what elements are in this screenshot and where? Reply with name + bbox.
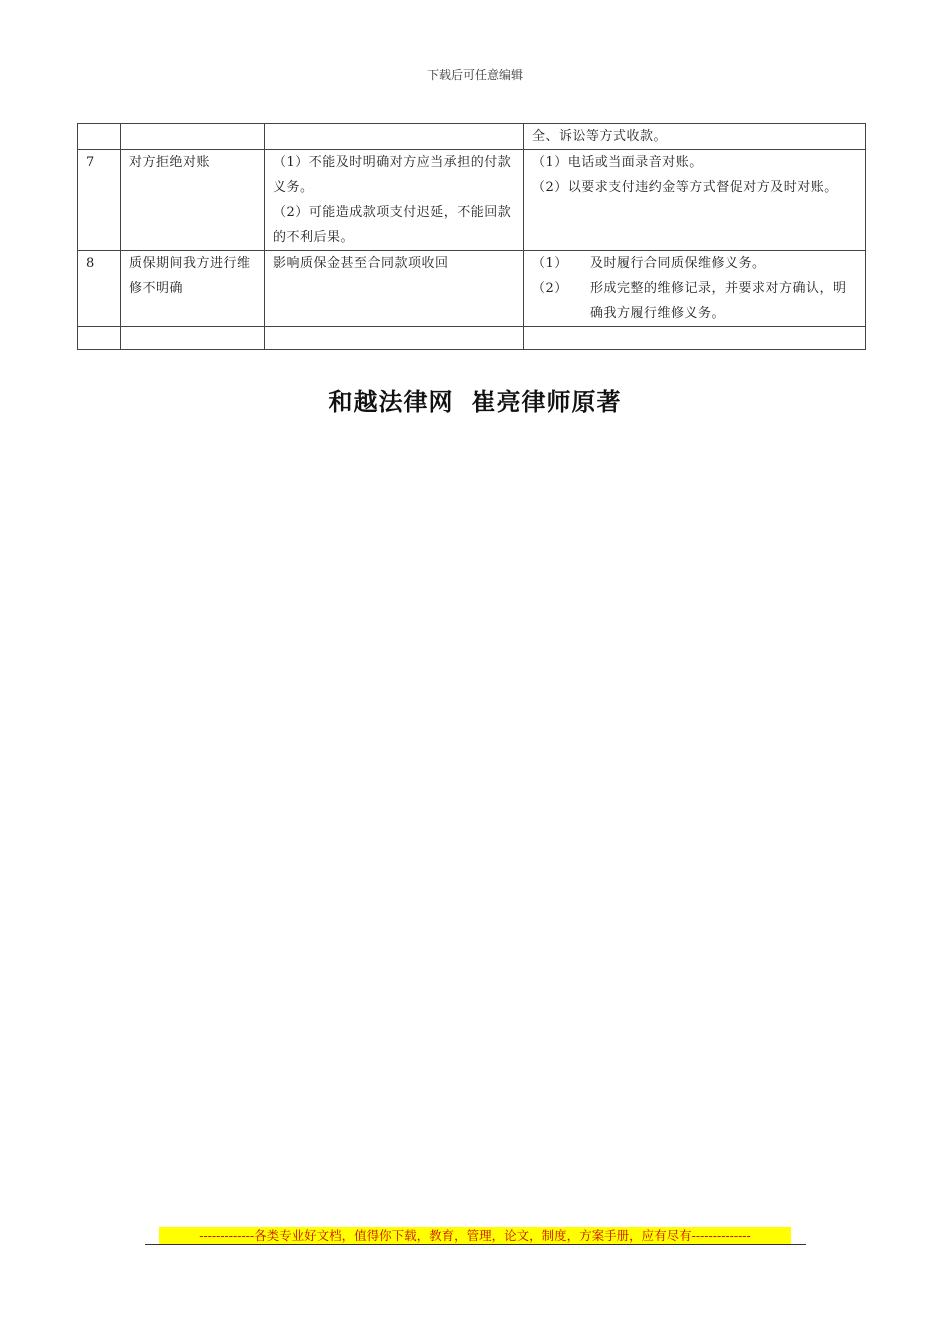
footer-banner: -------------各类专业好文档，值得你下载，教育，管理，论文，制度，方案手册，应有尽有-------------- xyxy=(159,1227,791,1244)
page-title xyxy=(0,382,950,417)
risk-cell xyxy=(265,327,524,350)
risk-cell xyxy=(265,251,524,327)
measures-cell xyxy=(524,251,866,327)
measure-text: 形成完整的维修记录，并要求对方确认，明确我方履行维修义务。 xyxy=(590,281,847,321)
row-number-cell: 7 xyxy=(78,150,121,251)
title-site-name: 和越法律网 xyxy=(328,387,454,416)
measures-cell xyxy=(524,150,866,251)
measure-item xyxy=(532,251,857,276)
table-row xyxy=(78,251,866,327)
row-number-cell xyxy=(78,124,121,150)
risk-text: 影响质保金甚至合同款项收回 xyxy=(273,256,449,271)
measures-cell xyxy=(524,327,866,350)
header-note: 下载后可任意编辑 xyxy=(426,68,523,82)
measure-number: （1） xyxy=(532,256,568,271)
table-row xyxy=(78,124,866,150)
measure-number: （2） xyxy=(532,281,568,296)
row-number-cell xyxy=(78,327,121,350)
risk-text: （2）可能造成款项支付迟延，不能回款的不利后果。 xyxy=(273,205,512,245)
measure-text: （1）电话或当面录音对账。 xyxy=(532,155,703,170)
issue-cell xyxy=(121,124,265,150)
measure-text: （2）以要求支付违约金等方式督促对方及时对账。 xyxy=(532,180,838,195)
measure-text: 全、诉讼等方式收款。 xyxy=(532,129,668,144)
footer-divider xyxy=(145,1244,806,1245)
issue-cell: 质保期间我方进行维修不明确 xyxy=(121,251,265,327)
risk-table xyxy=(77,123,866,350)
row-number-cell: 8 xyxy=(78,251,121,327)
risk-text: （1）不能及时明确对方应当承担的付款义务。 xyxy=(273,155,512,195)
measure-text: 及时履行合同质保维修义务。 xyxy=(590,256,766,271)
risk-cell xyxy=(265,124,524,150)
measures-cell xyxy=(524,124,866,150)
measure-item xyxy=(532,276,857,326)
title-author: 崔亮律师原著 xyxy=(471,387,622,416)
risk-cell xyxy=(265,150,524,251)
issue-cell xyxy=(121,327,265,350)
table-row xyxy=(78,327,866,350)
table-row xyxy=(78,150,866,251)
issue-cell: 对方拒绝对账 xyxy=(121,150,265,251)
